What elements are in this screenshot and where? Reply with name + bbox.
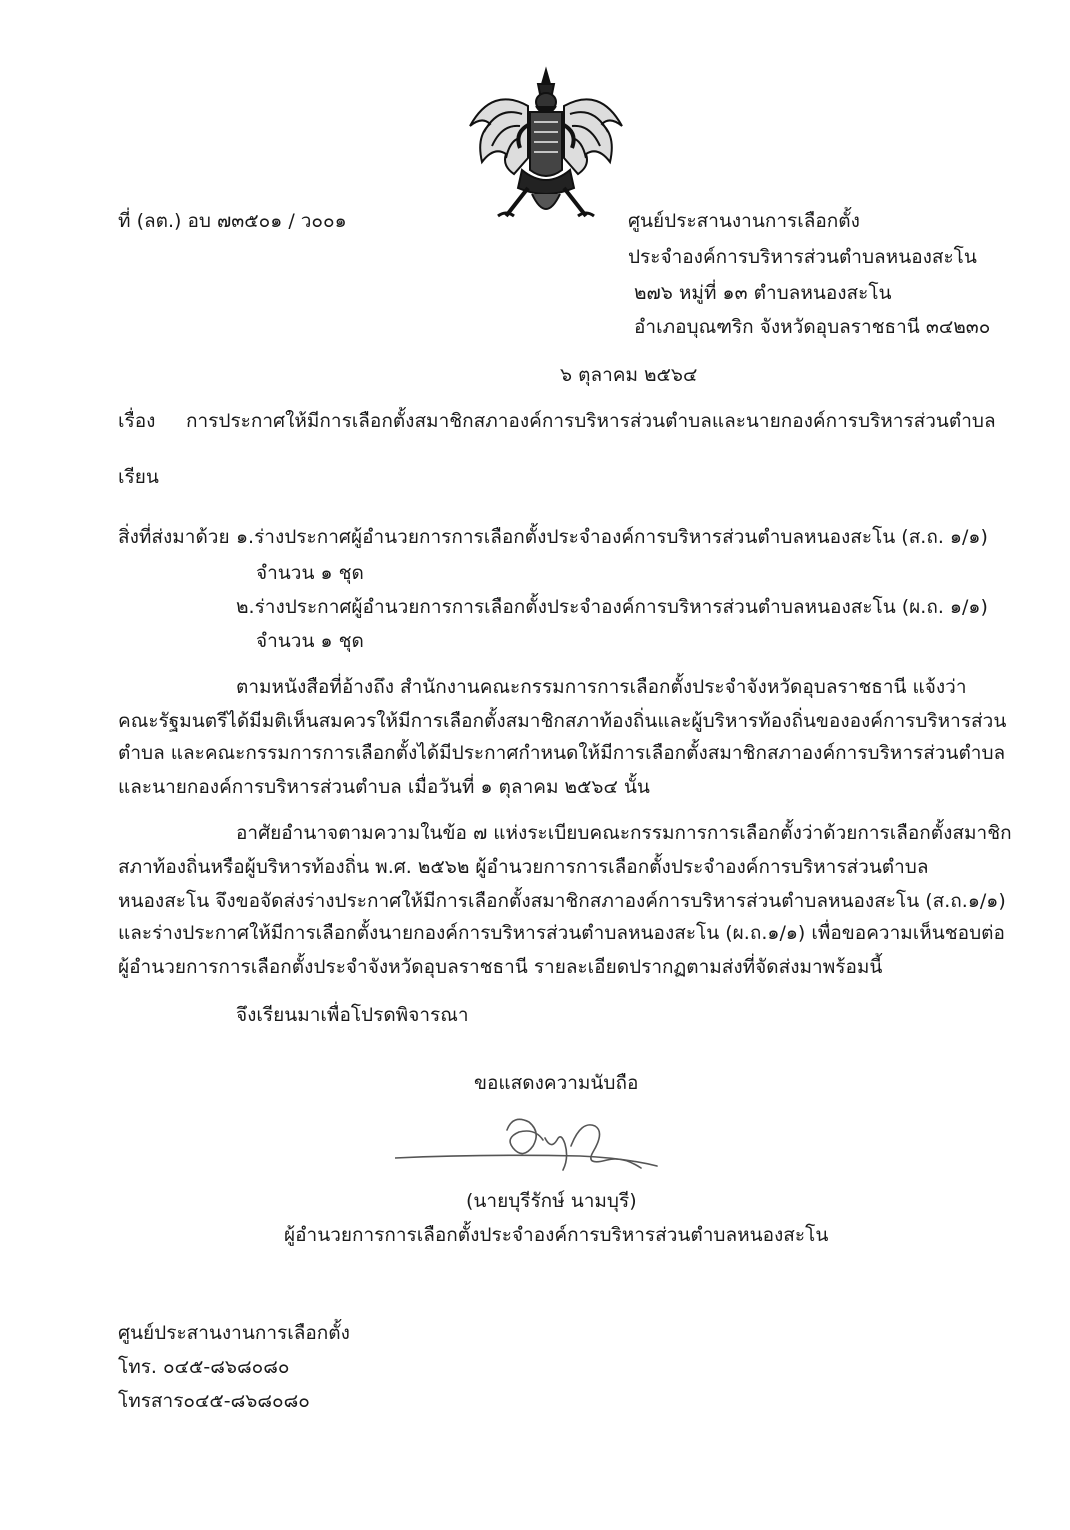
subject-label: เรื่อง <box>118 410 156 432</box>
footer-fax: โทรสาร๐๔๕-๘๖๘๐๘๐ <box>118 1390 310 1412</box>
closing-request: จึงเรียนมาเพื่อโปรดพิจารณา <box>236 1004 469 1026</box>
footer-office: ศูนย์ประสานงานการเลือกตั้ง <box>118 1322 350 1344</box>
paragraph-1-line-4: และนายกองค์การบริหารส่วนตำบล เมื่อวันที่ ๑ ตุลาคม ๒๕๖๔ นั้น <box>118 776 650 798</box>
letter-date: ๖ ตุลาคม ๒๕๖๔ <box>560 364 698 386</box>
paragraph-1-line-2: คณะรัฐมนตรีได้มีมติเห็นสมควรให้มีการเลือกตั้งสมาชิกสภาท้องถิ่นและผู้บริหารท้องถิ่นขององค์การบริหารส่วน <box>118 710 1007 732</box>
paragraph-1-line-3: ตำบล และคณะกรรมการการเลือกตั้งได้มีประกาศกำหนดให้มีการเลือกตั้งสมาชิกสภาองค์การบริหารส่วนตำบล <box>118 742 1006 764</box>
enclosure-item-1: ๑.ร่างประกาศผู้อำนวยการการเลือกตั้งประจำองค์การบริหารส่วนตำบลหนองสะโน (ส.ถ. ๑/๑) <box>236 526 988 548</box>
signatory-position: ผู้อำนวยการการเลือกตั้งประจำองค์การบริหารส่วนตำบลหนองสะโน <box>284 1224 829 1246</box>
signatory-name: (นายบุรีรักษ์ นามบุรี) <box>466 1190 637 1212</box>
paragraph-1-line-1: ตามหนังสือที่อ้างถึง สำนักงานคณะกรรมการการเลือกตั้งประจำจังหวัดอุบลราชธานี แจ้งว่า <box>236 676 967 698</box>
salutation-label: เรียน <box>118 466 159 488</box>
subject-text: การประกาศให้มีการเลือกตั้งสมาชิกสภาองค์การบริหารส่วนตำบลและนายกองค์การบริหารส่วนตำบล <box>186 410 996 432</box>
sender-address-line-1: ศูนย์ประสานงานการเลือกตั้ง <box>628 210 860 232</box>
enclosures-label: สิ่งที่ส่งมาด้วย <box>118 526 230 548</box>
sender-address-line-2: ประจำองค์การบริหารส่วนตำบลหนองสะโน <box>628 246 977 268</box>
complimentary-close: ขอแสดงความนับถือ <box>474 1072 639 1094</box>
enclosure-item-2: ๒.ร่างประกาศผู้อำนวยการการเลือกตั้งประจำองค์การบริหารส่วนตำบลหนองสะโน (ผ.ถ. ๑/๑) <box>236 596 988 618</box>
paragraph-2-line-3: หนองสะโน จึงขอจัดส่งร่างประกาศให้มีการเลือกตั้งสมาชิกสภาองค์การบริหารส่วนตำบลหนองสะโน (ส.ถ.๑/๑) <box>118 890 1006 912</box>
footer-phone: โทร. ๐๔๕-๘๖๘๐๘๐ <box>118 1356 290 1378</box>
paragraph-2-line-5: ผู้อำนวยการการเลือกตั้งประจำจังหวัดอุบลราชธานี รายละเอียดปรากฏตามส่งที่จัดส่งมาพร้อมนี้ <box>118 956 883 978</box>
paragraph-2-line-2: สภาท้องถิ่นหรือผู้บริหารท้องถิ่น พ.ศ. ๒๕๖๒ ผู้อำนวยการการเลือกตั้งประจำองค์การบริหารส่วนตำบล <box>118 856 929 878</box>
enclosure-item-1-qty: จำนวน ๑ ชุด <box>256 562 364 584</box>
handwritten-signature <box>395 1110 660 1180</box>
sender-address-line-4: อำเภอบุณฑริก จังหวัดอุบลราชธานี ๓๔๒๓๐ <box>634 316 991 338</box>
reference-number: ที่ (ลต.) อบ ๗๓๕๐๑ / ว๐๐๑ <box>118 210 347 232</box>
paragraph-2-line-4: และร่างประกาศให้มีการเลือกตั้งนายกองค์การบริหารส่วนตำบลหนองสะโน (ผ.ถ.๑/๑) เพื่อขอความเห็นชอบต่อ <box>118 922 1005 944</box>
paragraph-2-line-1: อาศัยอำนาจตามความในข้อ ๗ แห่งระเบียบคณะกรรมการการเลือกตั้งว่าด้วยการเลือกตั้งสมาชิก <box>236 822 1012 844</box>
sender-address-line-3: ๒๗๖ หมู่ที่ ๑๓ ตำบลหนองสะโน <box>634 282 892 304</box>
garuda-emblem-icon <box>462 66 630 226</box>
enclosure-item-2-qty: จำนวน ๑ ชุด <box>256 630 364 652</box>
